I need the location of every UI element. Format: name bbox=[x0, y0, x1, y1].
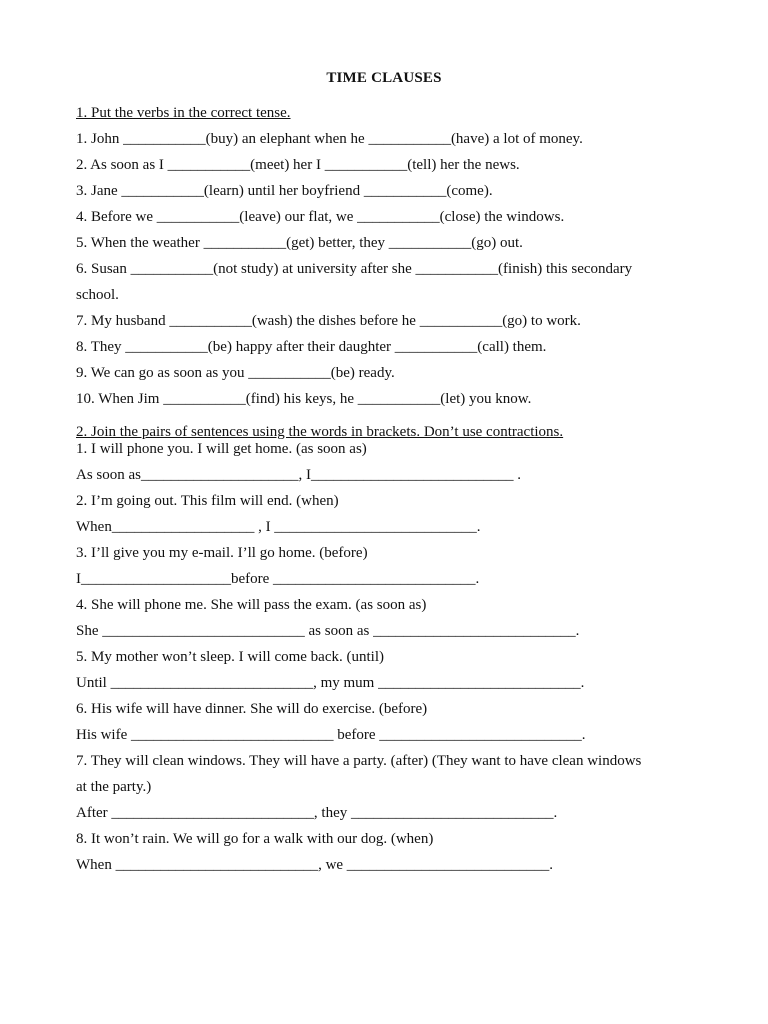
exercise2-item-4-prompt: 4. She will phone me. She will pass the exam. (as soon as) bbox=[76, 597, 427, 613]
exercise2-item-6-prompt: 6. His wife will have dinner. She will do exercise. (before) bbox=[76, 701, 428, 717]
exercise2-item-6-answer: His wife ___________________________ before ___________________________. bbox=[76, 727, 586, 743]
exercise2-item-1-prompt: 1. I will phone you. I will get home. (as soon as) bbox=[76, 441, 367, 457]
exercise2-item-1-answer: As soon as_____________________, I___________________________ . bbox=[76, 467, 521, 483]
exercise1-item-4: 4. Before we ___________(leave) our flat, we ___________(close) the windows. bbox=[76, 209, 565, 225]
exercise2-item-7-answer: After ___________________________, they ___________________________. bbox=[76, 805, 558, 821]
exercise2-item-4-answer: She ___________________________ as soon as ___________________________. bbox=[76, 623, 580, 639]
exercise1-item-9: 9. We can go as soon as you ___________(be) ready. bbox=[76, 365, 395, 381]
exercise2-item-2-answer: When___________________ , I ___________________________. bbox=[76, 519, 481, 535]
exercise2-item-5-answer: Until ___________________________, my mum ___________________________. bbox=[76, 675, 585, 691]
exercise1-item-7: 7. My husband ___________(wash) the dishes before he ___________(go) to work. bbox=[76, 313, 581, 329]
exercise1-item-5: 5. When the weather ___________(get) better, they ___________(go) out. bbox=[76, 235, 523, 251]
exercise2-item-7-prompt-continued: at the party.) bbox=[76, 779, 152, 795]
exercise1-item-6: 6. Susan ___________(not study) at university after she ___________(finish) this secondary bbox=[76, 261, 633, 277]
section1-heading: 1. Put the verbs in the correct tense. bbox=[76, 105, 291, 121]
exercise2-item-8-answer: When ___________________________, we ___________________________. bbox=[76, 857, 554, 873]
exercise1-item-6-continued: school. bbox=[76, 287, 119, 303]
worksheet-title: TIME CLAUSES bbox=[326, 70, 442, 86]
exercise1-item-10: 10. When Jim ___________(find) his keys, he ___________(let) you know. bbox=[76, 391, 532, 407]
exercise2-item-3-prompt: 3. I’ll give you my e-mail. I’ll go home. (before) bbox=[76, 545, 368, 561]
exercise2-item-3-answer: I____________________before ___________________________. bbox=[76, 571, 480, 587]
exercise2-item-2-prompt: 2. I’m going out. This film will end. (when) bbox=[76, 493, 339, 509]
exercise1-item-3: 3. Jane ___________(learn) until her boyfriend ___________(come). bbox=[76, 183, 493, 199]
exercise2-item-8-prompt: 8. It won’t rain. We will go for a walk with our dog. (when) bbox=[76, 831, 434, 847]
exercise1-item-8: 8. They ___________(be) happy after their daughter ___________(call) them. bbox=[76, 339, 547, 355]
exercise2-item-5-prompt: 5. My mother won’t sleep. I will come back. (until) bbox=[76, 649, 384, 665]
exercise2-item-7-prompt: 7. They will clean windows. They will have a party. (after) (They want to have clean windows bbox=[76, 753, 642, 769]
section2-heading: 2. Join the pairs of sentences using the words in brackets. Don’t use contractions. bbox=[76, 424, 564, 440]
exercise1-item-1: 1. John ___________(buy) an elephant when he ___________(have) a lot of money. bbox=[76, 131, 583, 147]
exercise1-item-2: 2. As soon as I ___________(meet) her I ___________(tell) her the news. bbox=[76, 157, 520, 173]
